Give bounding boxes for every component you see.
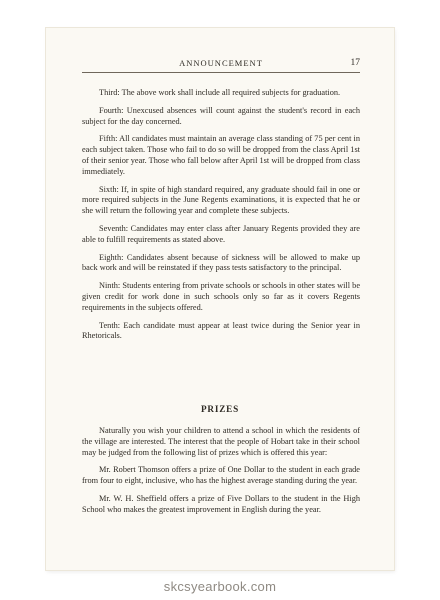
requirement-eighth: Eighth: Candidates absent because of sickness will be allowed to make up back work and will be reinstated if they pass tests satisfactory to the principal. bbox=[82, 252, 360, 273]
requirement-tenth: Tenth: Each candidate must appear at least twice during the Senior year in Rhetoricals. bbox=[82, 320, 360, 341]
prizes-heading: PRIZES bbox=[201, 404, 239, 414]
site-watermark: skcsyearbook.com bbox=[163, 579, 277, 594]
prizes-section bbox=[82, 426, 360, 516]
prizes-intro: Naturally you wish your children to attend a school in which the residents of the village are interested. The interest that the people of Hobart take in their school may be judged from the following list of prizes which is offered this year: bbox=[82, 426, 360, 457]
requirement-third: Third: The above work shall include all required subjects for graduation. bbox=[99, 88, 341, 97]
requirement-sixth: Sixth: If, in spite of high standard required, any graduate should fail in one or more required subjects in the June Regents examinations, it is expected that he or she will return the following year and complete these subjects. bbox=[82, 184, 360, 216]
requirement-fifth: Fifth: All candidates must maintain an average class standing of 75 per cent in each subject taken. Those who fail to do so will be dropped from the class April 1st of their senior year. Those who fall below after April 1st will be dropped from class immediately. bbox=[82, 134, 360, 176]
prize-sheffield: Mr. W. H. Sheffield offers a prize of Five Dollars to the student in the High School who makes the greatest improvement in English during the year. bbox=[82, 493, 360, 514]
prize-thomson: Mr. Robert Thomson offers a prize of One Dollar to the student in each grade from four to eight, inclusive, who has the highest average standing during the year. bbox=[82, 465, 360, 486]
page-header bbox=[82, 58, 360, 72]
header-divider bbox=[82, 72, 360, 73]
page-number: 17 bbox=[350, 58, 360, 68]
requirements-section bbox=[82, 88, 360, 342]
requirement-ninth: Ninth: Students entering from private schools or schools in other states will be given credit for work done in such schools only so far as it covers Regents requirements in the subjects offered. bbox=[82, 281, 360, 312]
requirement-seventh: Seventh: Candidates may enter class after January Regents provided they are able to fulfill requirements as stated above. bbox=[82, 223, 360, 244]
header-title: ANNOUNCEMENT bbox=[179, 58, 263, 68]
requirement-fourth: Fourth: Unexcused absences will count against the student's record in each subject for the day concerned. bbox=[82, 105, 360, 126]
